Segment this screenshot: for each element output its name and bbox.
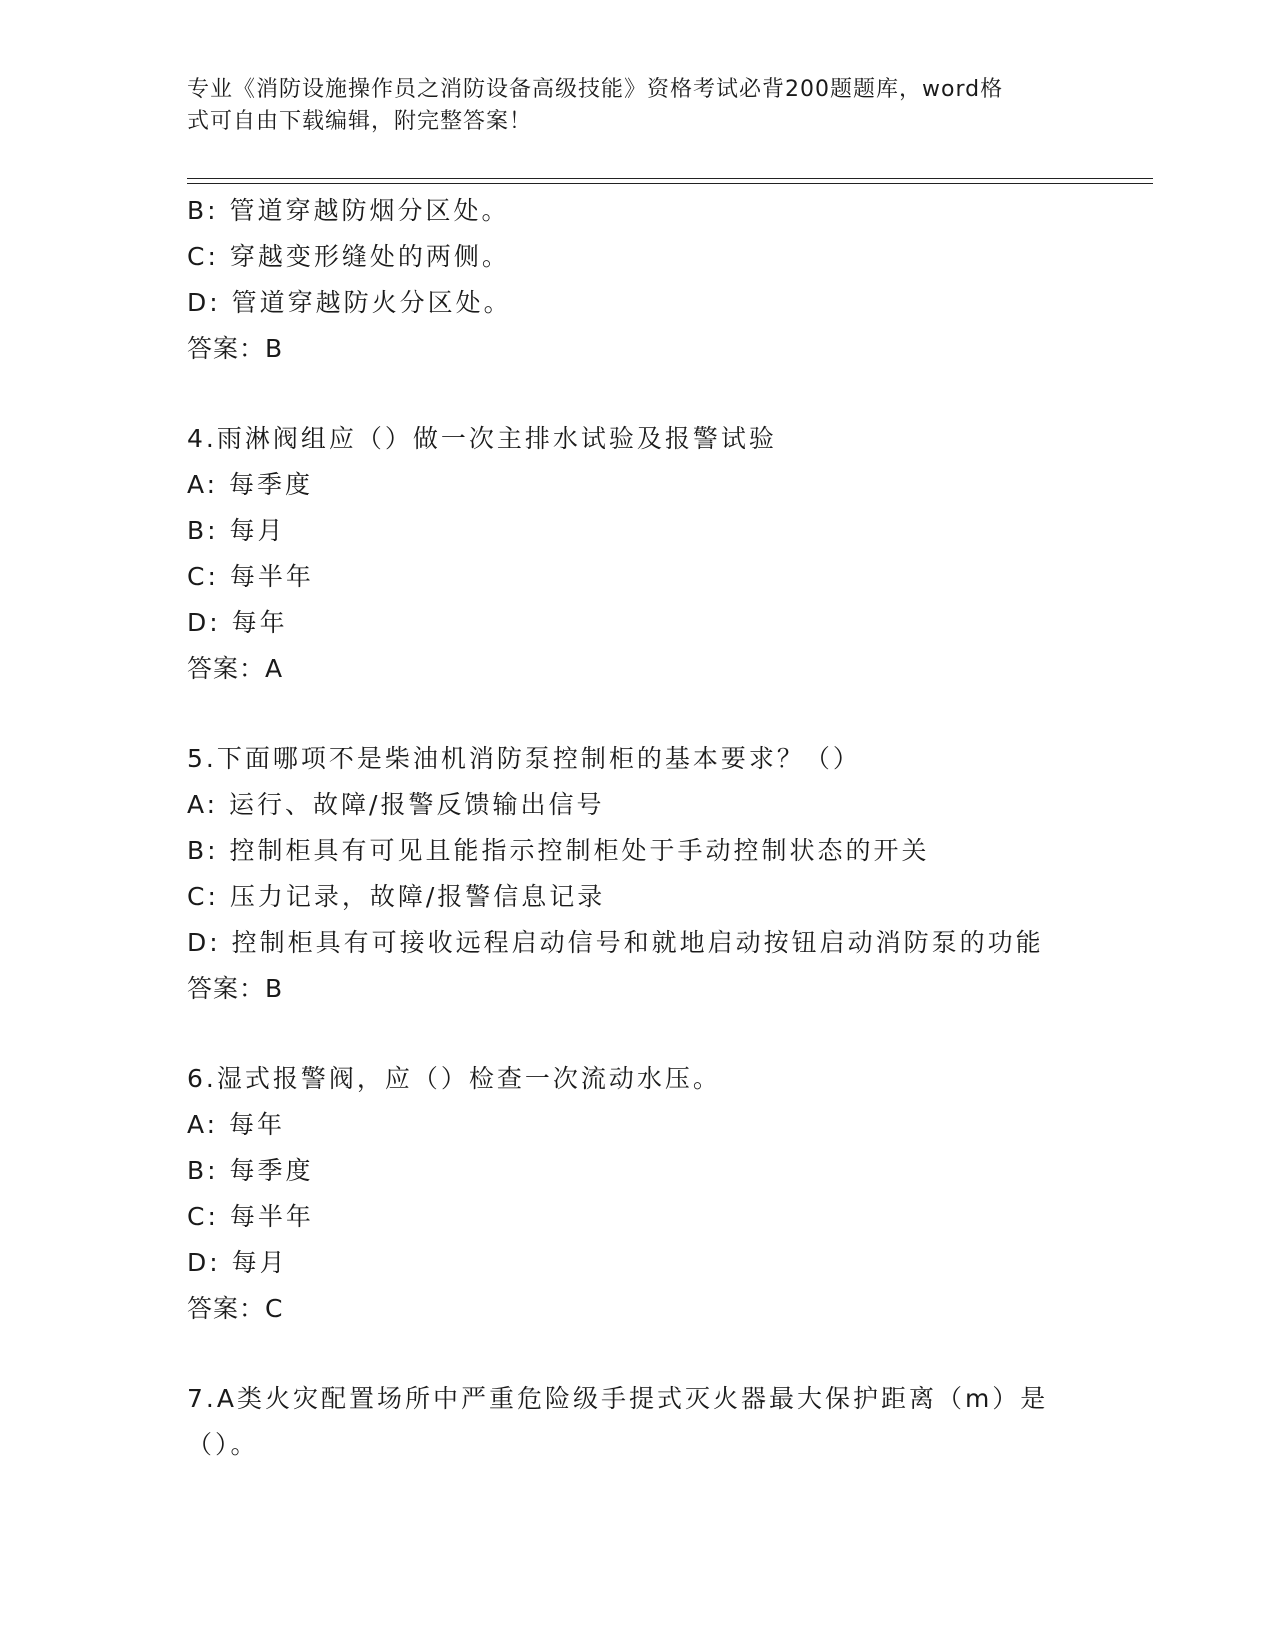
- option-d: D: 每年: [187, 608, 288, 637]
- option-c: C: 穿越变形缝处的两侧。: [187, 242, 510, 271]
- spacer: [187, 692, 1187, 736]
- header-divider-top: [187, 178, 1153, 179]
- document-header: [187, 74, 1067, 138]
- question-text: 5.下面哪项不是柴油机消防泵控制柜的基本要求？（）: [187, 744, 861, 773]
- spacer: [187, 1332, 1187, 1376]
- question-5-block: [187, 736, 1187, 1012]
- question-6-block: [187, 1056, 1187, 1332]
- option-d: D: 管道穿越防火分区处。: [187, 288, 512, 317]
- option-c: C: 每半年: [187, 1202, 314, 1231]
- header-divider-bottom: [187, 183, 1153, 184]
- option-b: B: 管道穿越防烟分区处。: [187, 196, 510, 225]
- option-c: C: 每半年: [187, 562, 314, 591]
- answer-label: 答案：B: [187, 974, 284, 1003]
- answer-label: 答案：C: [187, 1294, 284, 1323]
- question-text: 4.雨淋阀组应（）做一次主排水试验及报警试验: [187, 424, 777, 453]
- option-b: B: 每月: [187, 516, 286, 545]
- question-text: 6.湿式报警阀，应（）检查一次流动水压。: [187, 1064, 721, 1093]
- question-3-block: [187, 188, 1187, 372]
- answer-label: 答案：B: [187, 334, 284, 363]
- spacer: [187, 1012, 1187, 1056]
- option-a: A: 每季度: [187, 470, 314, 499]
- question-4-block: [187, 416, 1187, 692]
- question-7-block: [187, 1376, 1187, 1468]
- option-b: B: 控制柜具有可见且能指示控制柜处于手动控制状态的开关: [187, 836, 930, 865]
- question-text-line-1: 7.A类火灾配置场所中严重危险级手提式灭火器最大保护距离（m）是: [187, 1384, 1049, 1413]
- spacer: [187, 372, 1187, 416]
- option-a: A: 每年: [187, 1110, 286, 1139]
- option-d: D: 控制柜具有可接收远程启动信号和就地启动按钮启动消防泵的功能: [187, 928, 1044, 957]
- question-text-line-2: （）。: [187, 1430, 259, 1459]
- option-a: A: 运行、故障/报警反馈输出信号: [187, 790, 605, 819]
- option-c: C: 压力记录，故障/报警信息记录: [187, 882, 606, 911]
- header-line-1: 专业《消防设施操作员之消防设备高级技能》资格考试必背200题题库，word格: [187, 77, 1004, 102]
- option-d: D: 每月: [187, 1248, 288, 1277]
- option-b: B: 每季度: [187, 1156, 314, 1185]
- header-line-2: 式可自由下载编辑，附完整答案！: [187, 109, 533, 134]
- answer-label: 答案：A: [187, 654, 284, 683]
- question-list: [187, 188, 1187, 1468]
